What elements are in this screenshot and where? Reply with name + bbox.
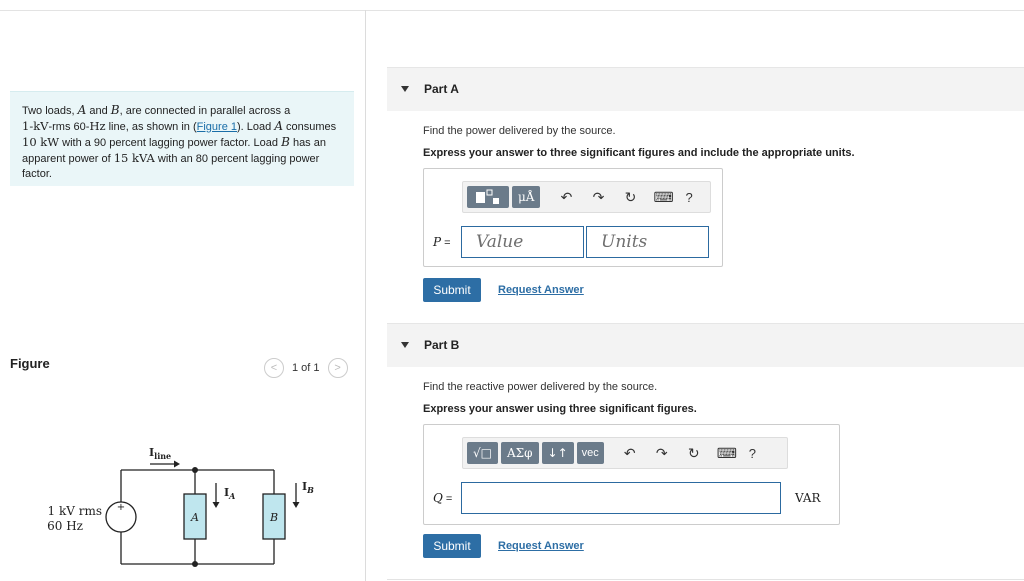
math-kv: 1-kV (22, 119, 49, 133)
part-b-header[interactable] (387, 323, 1024, 367)
part-b-toolbar (462, 437, 788, 469)
next-figure-button[interactable] (328, 358, 348, 378)
figure-pager (264, 358, 348, 378)
part-a-request-answer-link[interactable]: Request Answer (498, 284, 584, 296)
prev-figure-button[interactable] (264, 358, 284, 378)
problem-text: has an apparent power of (22, 137, 326, 165)
problem-text: with an 80 percent lagging power factor. (22, 153, 320, 180)
problem-text: , are connected in parallel across a (119, 105, 291, 117)
math-B: B (281, 135, 290, 149)
problem-text: Two loads, (22, 105, 78, 117)
part-a-submit-button[interactable]: Submit (423, 278, 481, 302)
bottom-rule (387, 579, 1024, 580)
ia-label: $I_A$ (224, 486, 236, 501)
variable-p: P (433, 235, 442, 249)
collapse-triangle-icon (401, 86, 409, 92)
templates-button[interactable]: √□ (467, 442, 498, 464)
load-b-label: B (269, 511, 279, 524)
value-input[interactable]: Value (461, 226, 584, 258)
templates-button[interactable] (467, 186, 509, 208)
variable-q: Q (433, 491, 443, 505)
problem-text: -rms 60- (48, 121, 90, 133)
circuit-diagram (40, 438, 330, 581)
math-B: B (110, 103, 120, 117)
part-b-question: Find the reactive power delivered by the source. (423, 381, 658, 393)
keyboard-icon[interactable]: ⌨ (716, 444, 737, 461)
units-symbol-button[interactable]: μÅ (512, 186, 540, 208)
collapse-triangle-icon (401, 342, 409, 348)
undo-icon[interactable]: ↶ (623, 444, 636, 461)
keyboard-icon[interactable]: ⌨ (653, 188, 674, 205)
math-A: A (274, 119, 283, 133)
part-a-toolbar (462, 181, 711, 213)
problem-text: consumes (282, 121, 337, 133)
part-b-label: Part B (424, 338, 460, 352)
problem-text: and (86, 105, 111, 117)
iline-label: $I_{line}$ (149, 446, 172, 461)
column-divider (365, 10, 366, 581)
reset-icon[interactable]: ↻ (624, 188, 637, 205)
equals-sign: = (442, 493, 453, 505)
source-frequency-label: 60 Hz (47, 519, 83, 533)
part-a-variable (433, 235, 451, 249)
part-a-instruction: Express your answer to three significant figures and include the appropriate units. (423, 147, 855, 159)
units-input[interactable]: Units (586, 226, 709, 258)
part-b-submit-button[interactable]: Submit (423, 534, 481, 558)
reset-icon[interactable]: ↻ (687, 444, 700, 461)
vector-button[interactable]: vec (577, 442, 604, 464)
equals-sign: = (441, 237, 451, 249)
source-voltage-label: 1 kV rms (47, 504, 102, 518)
greek-symbols-button[interactable]: ΑΣφ (501, 442, 539, 464)
problem-text: line, as shown in ( (105, 121, 197, 133)
top-rule (0, 10, 1024, 11)
var-unit-label: VAR (795, 491, 821, 505)
part-a-header[interactable] (387, 67, 1024, 111)
redo-icon[interactable]: ↷ (592, 188, 605, 205)
math-A: A (77, 103, 87, 117)
subscript-superscript-button[interactable]: ↓↑ (542, 442, 574, 464)
plus-label: + (116, 502, 126, 513)
part-a-label: Part A (424, 82, 459, 96)
chevron-right-icon: > (334, 362, 341, 374)
problem-text: with a 90 percent lagging power factor. Load (59, 137, 282, 149)
part-a-question: Find the power delivered by the source. (423, 125, 616, 137)
figure-link[interactable]: Figure 1 (196, 121, 237, 133)
help-icon[interactable]: ? (748, 445, 757, 461)
chevron-left-icon: < (270, 362, 278, 374)
node-bottom-a (192, 561, 198, 567)
part-b-request-answer-link[interactable]: Request Answer (498, 540, 584, 552)
part-b-instruction: Express your answer using three significant figures. (423, 403, 697, 415)
iline-arrowhead (174, 461, 180, 468)
node-top-a (192, 467, 198, 473)
ib-label: $I_B$ (302, 480, 314, 495)
figure-title: Figure (10, 356, 50, 371)
problem-statement (10, 91, 354, 186)
math-kva: 15 kVA (113, 151, 155, 165)
figure-page-indicator: 1 of 1 (292, 362, 320, 374)
redo-icon[interactable]: ↷ (655, 444, 668, 461)
ib-arrowhead (293, 502, 300, 508)
problem-text: ). Load (237, 121, 275, 133)
math-kw: 10 kW (22, 135, 60, 149)
undo-icon[interactable]: ↶ (560, 188, 573, 205)
templates-icon (475, 189, 501, 205)
part-b-variable (433, 491, 452, 505)
reactive-power-input[interactable] (461, 482, 781, 514)
ia-arrowhead (213, 502, 220, 508)
load-a-label: A (191, 511, 199, 524)
math-hz: Hz (89, 119, 106, 133)
help-icon[interactable]: ? (685, 189, 693, 205)
